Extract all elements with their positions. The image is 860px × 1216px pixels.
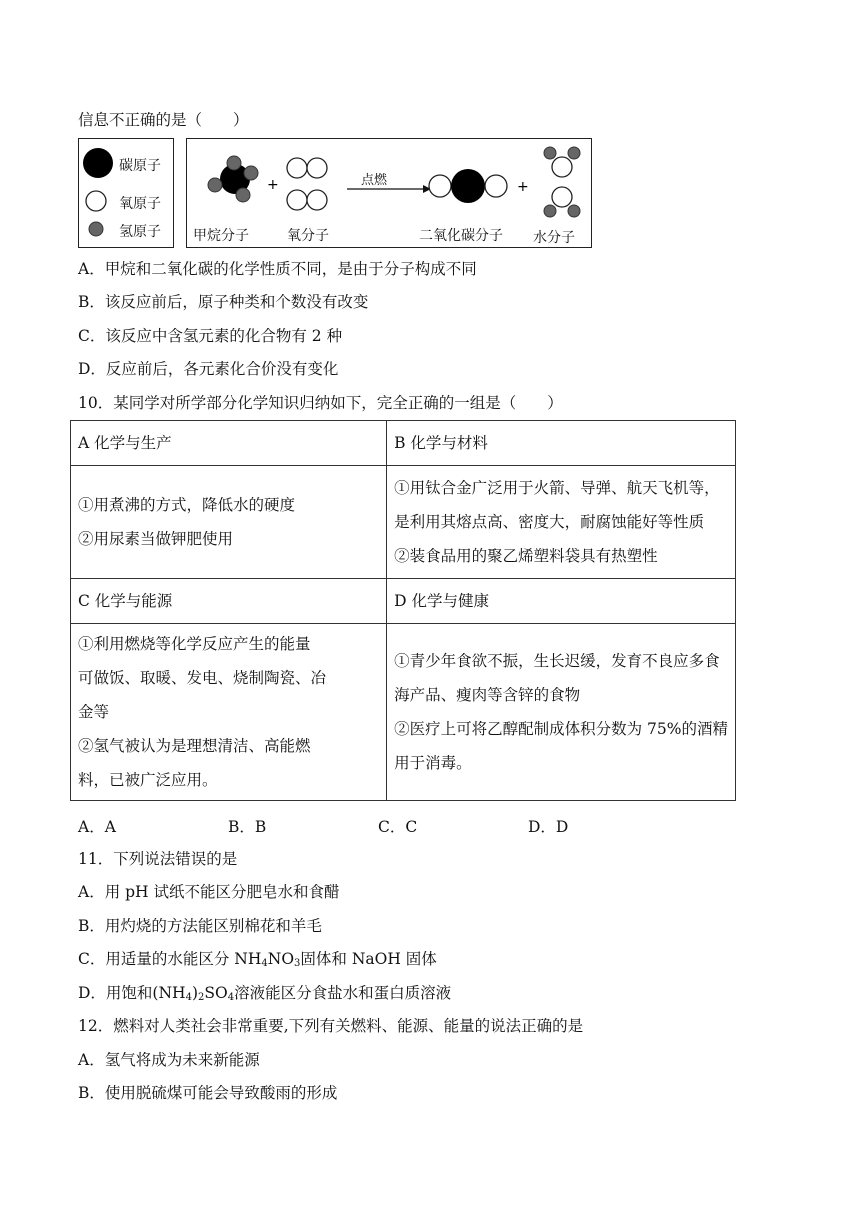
legend-carbon-label: 碳原子	[119, 158, 161, 174]
q9-option-d: D．反应前后，各元素化合价没有变化	[78, 360, 339, 378]
legend-hydrogen-label: 氢原子	[119, 224, 161, 240]
cell-d-line: 用于消毒。	[394, 754, 472, 772]
legend-oxygen-label: 氧原子	[119, 196, 161, 212]
q11-stem: 11．下列说法错误的是	[78, 850, 238, 868]
co2-label: 二氧化碳分子	[419, 228, 503, 244]
cell-d-body	[387, 624, 736, 801]
co2-molecule	[429, 169, 507, 203]
q10-option-c: C．C	[378, 818, 418, 836]
cell-d-title: D 化学与健康	[387, 579, 736, 624]
plus-sign-2: +	[517, 179, 529, 195]
q12-option-b: B．使用脱硫煤可能会导致酸雨的形成	[78, 1084, 338, 1102]
q12-option-a: A．氢气将成为未来新能源	[78, 1051, 260, 1069]
reaction-box	[186, 138, 592, 248]
q9-stem-tail: 信息不正确的是（ ）	[78, 111, 249, 129]
cell-c-line: ②氢气被认为是理想清洁、高能燃	[78, 737, 311, 755]
cell-b-line: ②装食品用的聚乙烯塑料袋具有热塑性	[394, 547, 658, 565]
cell-c-line: 可做饭、取暖、发电、烧制陶瓷、冶	[78, 669, 327, 687]
cell-a-line: ②用尿素当做钾肥使用	[78, 530, 234, 548]
condition-label: 点燃	[361, 173, 388, 188]
q10-stem: 10．某同学对所学部分化学知识归纳如下，完全正确的一组是（ ）	[78, 394, 563, 412]
q12-stem: 12．燃料对人类社会非常重要,下列有关燃料、能源、能量的说法正确的是	[78, 1017, 584, 1035]
cell-c-line: 金等	[78, 703, 110, 721]
cell-d-line: ①青少年食欲不振，生长迟缓，发育不良应多食	[394, 652, 720, 670]
methane-label: 甲烷分子	[193, 228, 249, 244]
q11-option-c: C．用适量的水能区分 $NH_4NO_3$固体和 NaOH 固体	[78, 950, 437, 969]
cell-c-line: 料，已被广泛应用。	[78, 771, 218, 789]
q11-option-b: B．用灼烧的方法能区别棉花和羊毛	[78, 917, 322, 935]
q10-option-a: A．A	[78, 818, 116, 836]
q10-option-d: D．D	[528, 818, 569, 836]
cell-a-title: A 化学与生产	[71, 421, 387, 466]
q11-option-d: D．用饱和$(NH_4)_2SO_4$溶液能区分食盐水和蛋白质溶液	[78, 984, 452, 1003]
q11-option-a: A．用 pH 试纸不能区分肥皂水和食醋	[78, 883, 340, 901]
cell-b-line: ①用钛合金广泛用于火箭、导弹、航天飞机等，	[394, 479, 720, 497]
atom-legend	[78, 138, 174, 248]
oxygen-molecule-label: 氧分子	[287, 228, 329, 244]
cell-b-body	[387, 466, 736, 579]
plus-sign-1: +	[267, 177, 279, 193]
cell-a-line: ①用煮沸的方式，降低水的硬度	[78, 496, 296, 514]
q10-option-b: B．B	[228, 818, 267, 836]
water-molecules	[544, 147, 580, 217]
cell-b-title: B 化学与材料	[387, 421, 736, 466]
q9-option-b: B．该反应前后，原子种类和个数没有改变	[78, 293, 369, 311]
methane-molecule	[208, 156, 258, 202]
q9-option-a: A．甲烷和二氧化碳的化学性质不同，是由于分子构成不同	[78, 260, 477, 278]
q10-table	[70, 420, 736, 801]
cell-a-body	[71, 466, 387, 579]
q9-option-c: C．该反应中含氢元素的化合物有 2 种	[78, 327, 343, 345]
reaction-diagram	[78, 136, 594, 252]
cell-c-body	[71, 624, 387, 801]
oxygen-molecules	[287, 158, 327, 210]
cell-c-title: C 化学与能源	[71, 579, 387, 624]
cell-b-line: 是利用其熔点高、密度大，耐腐蚀能好等性质	[394, 513, 705, 531]
cell-d-line: 海产品、瘦肉等含锌的食物	[394, 686, 581, 704]
cell-d-line: ②医疗上可将乙醇配制成体积分数为 75%的酒精	[394, 720, 728, 738]
water-label: 水分子	[533, 230, 575, 246]
cell-c-line: ①利用燃烧等化学反应产生的能量	[78, 635, 311, 653]
